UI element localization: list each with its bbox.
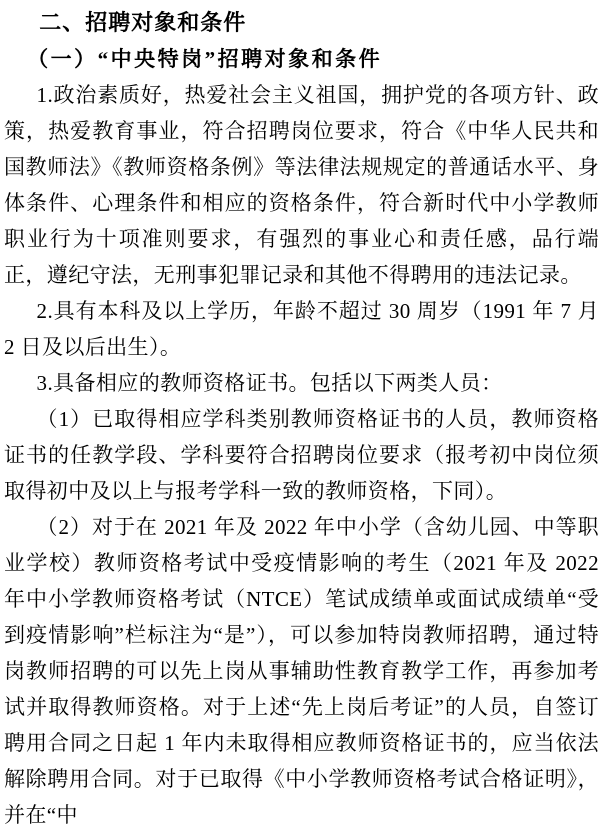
paragraph-education-age: 2.具有本科及以上学历，年龄不超过 30 周岁（1991 年 7 月 2 日及以后出生）。 xyxy=(4,299,599,359)
paragraph-teacher-certificate: 3.具备相应的教师资格证书。包括以下两类人员： xyxy=(36,371,503,395)
paragraph-political-quality: 1.政治素质好，热爱社会主义祖国，拥护党的各项方针、政策，热爱教育事业，符合招聘岗位要求，符合《中华人民共和国教师法》《教师资格条例》等法律法规规定的普通话水平、身体条件、心理条件和相应的资格条件，符合新时代中小学教师职业行为十项准则要求，有强烈的事业心和责任感，品行端正，遵纪守法，无刑事犯罪记录和其他不得聘用的违法记录。 xyxy=(4,83,599,287)
paragraph-certificate-holders: （1）已取得相应学科类别教师资格证书的人员，教师资格证书的任教学段、学科要符合招聘岗位要求（报考初中岗位须取得初中及以上与报考学科一致的教师资格，下同）。 xyxy=(4,407,599,503)
section-heading: 二、招聘对象和条件 xyxy=(39,10,247,35)
paragraph-exam-affected-candidates: （2）对于在 2021 年及 2022 年中小学（含幼儿园、中等职业学校）教师资格考试中受疫情影响的考生（2021 年及 2022 年中小学教师资格考试（NTCE）笔试成绩单或面试成绩单“受到疫情影响”栏标注为“是”），可以参加特岗教师招聘，通过特岗教师招聘的可以先上岗从事辅助性教育教学工作，再参加考试并取得教师资格。对于上述“先上岗后考证”的人员，自签订聘用合同之日起 1 年内未取得相应教师资格证书的，应当依法解除聘用合同。对于已取得《中小学教师资格考试合格证明》，并在“中 xyxy=(4,515,599,827)
subsection-heading: （一）“中央特岗”招聘对象和条件 xyxy=(27,47,383,71)
